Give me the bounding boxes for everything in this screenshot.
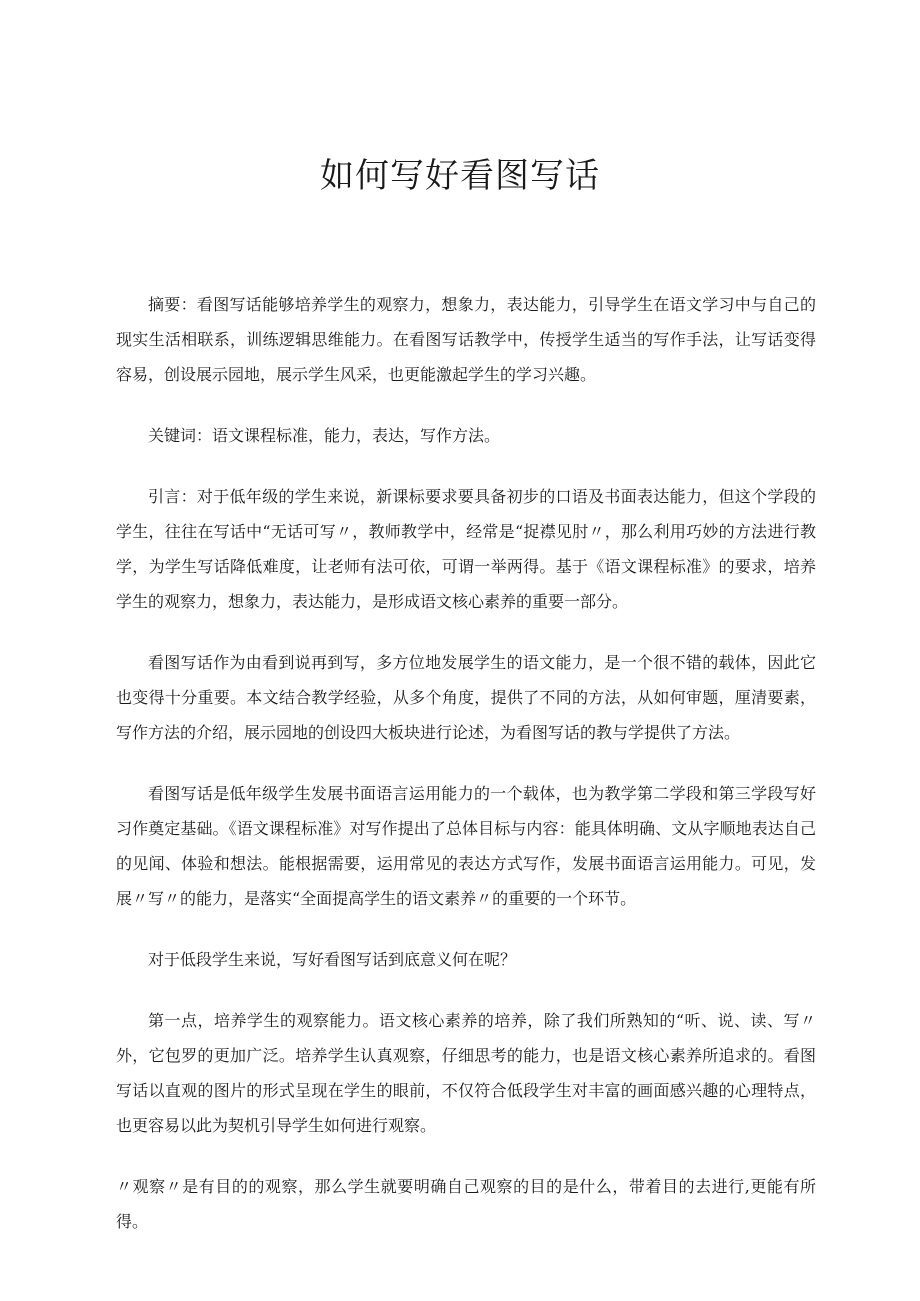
body-paragraph: 看图写话作为由看到说再到写，多方位地发展学生的语文能力，是一个很不错的载体，因此它也变得十分重要。本文结合教学经验，从多个角度，提供了不同的方法，从如何审题，厘清要素，写作方法的介绍，展示园地的创设四大板块进行论述，为看图写话的教与学提供了方法。 <box>116 653 816 742</box>
body-paragraph: 看图写话是低年级学生发展书面语言运用能力的一个载体，也为教学第二学段和第三学段写好习作奠定基础。《语文课程标准》对写作提出了总体目标与内容：能具体明确、文从字顺地表达自己的见闻、体验和想法。能根据需要，运用常见的表达方式写作，发展书面语言运用能力。可见，发展〃写〃的能力，是落实“全面提高学生的语文素养〃的重要的一个环节。 <box>116 784 816 908</box>
point-one-paragraph: 第一点，培养学生的观察能力。语文核心素养的培养，除了我们所熟知的“听、说、读、写〃外，它包罗的更加广泛。培养学生认真观察，仔细思考的能力，也是语文核心素养所追求的。看图写话以直观的图片的形式呈现在学生的眼前，不仅符合低段学生对丰富的画面感兴趣的心理特点，也更容易以此为契机引导学生如何进行观察。 <box>116 1011 816 1135</box>
abstract-paragraph: 摘要：看图写话能够培养学生的观察力，想象力，表达能力，引导学生在语文学习中与自己的现实生活相联系，训练逻辑思维能力。在看图写话教学中，传授学生适当的写作手法，让写话变得容易，创设展示园地，展示学生风采，也更能激起学生的学习兴趣。 <box>116 295 816 384</box>
keywords-paragraph: 关键词：语文课程标准，能力，表达，写作方法。 <box>148 426 501 445</box>
document-body <box>116 287 816 1265</box>
introduction-paragraph: 引言：对于低年级的学生来说，新课标要求要具备初步的口语及书面表达能力，但这个学段的学生，往往在写话中“无话可写〃，教师教学中，经常是“捉襟见肘〃，那么利用巧妙的方法进行教学，为学生写话降低难度，让老师有法可依，可谓一举两得。基于《语文课程标准》的要求，培养学生的观察力，想象力，表达能力，是形成语文核心素养的重要一部分。 <box>116 487 816 611</box>
question-paragraph: 对于低段学生来说，写好看图写话到底意义何在呢？ <box>148 950 517 969</box>
observation-paragraph: 〃观察〃是有目的的观察，那么学生就要明确自己观察的目的是什么，带着目的去进行,更能有所得。 <box>116 1177 816 1231</box>
document-title: 如何写好看图写话 <box>320 156 600 196</box>
